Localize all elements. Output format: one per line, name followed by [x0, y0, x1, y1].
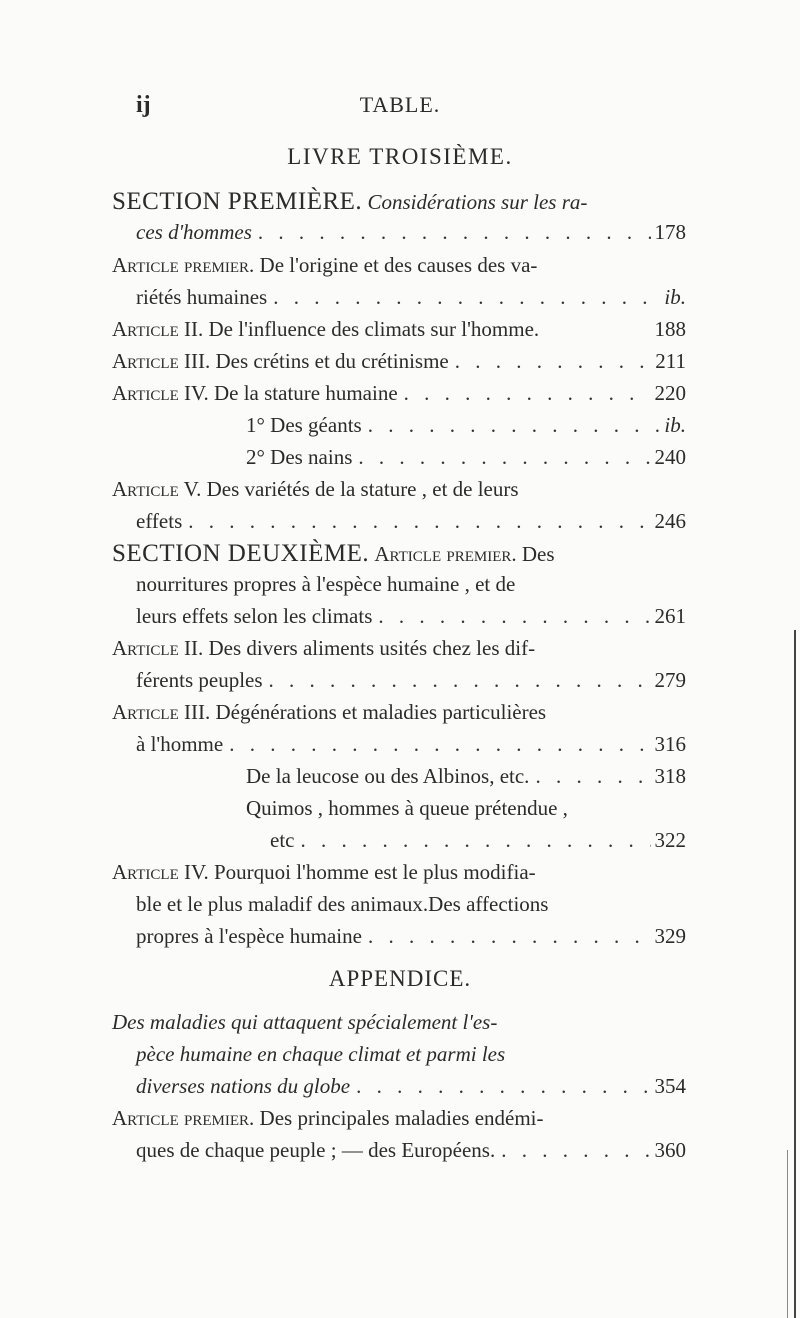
article-label: Article IV. — [112, 860, 209, 884]
article-label: Article II. — [112, 317, 204, 341]
entry-text-line2: nourritures propres à l'espèce humaine , et de — [136, 572, 516, 596]
entry-text-line1: Dégénérations et maladies particulières — [215, 700, 547, 724]
page-number: 329 — [654, 924, 686, 948]
book-title: LIVRE TROISIÈME. — [287, 144, 513, 169]
leader-dots — [535, 764, 650, 789]
leader-dots — [378, 604, 650, 629]
entry-text-line1: Des divers aliments usités chez les dif- — [208, 636, 536, 660]
entry-text: De l'influence des climats sur l'homme. — [208, 317, 540, 341]
page-number: 240 — [654, 445, 686, 469]
entry-text-line2: ble et le plus maladif des animaux.Des affections — [136, 892, 549, 916]
page-number: 322 — [654, 828, 686, 852]
leader-dots — [368, 413, 661, 438]
entry-text: Des crétins et du crétinisme — [215, 349, 449, 373]
entry-text-line2: pèce humaine en chaque climat et parmi les — [136, 1042, 506, 1066]
article-label: Article II. — [112, 636, 204, 660]
entry-text-line2: etc — [270, 828, 295, 852]
entry-text-line1: De l'origine et des causes des va- — [259, 253, 538, 277]
entry-text-line2: effets — [136, 509, 183, 533]
leader-dots — [501, 1138, 650, 1163]
leader-dots — [404, 381, 651, 406]
entry-text-line1: Des — [521, 542, 555, 566]
entry-text: De la stature humaine — [213, 381, 398, 405]
entry-text-line1: Pourquoi l'homme est le plus modifia- — [213, 860, 536, 884]
page-number: 246 — [654, 509, 686, 533]
page-number: 220 — [654, 381, 686, 405]
section-1-heading: SECTION PREMIÈRE. — [112, 188, 363, 215]
leader-dots — [455, 349, 652, 374]
entry-text-line3: propres à l'espèce humaine — [136, 924, 362, 948]
article-label: Article III. — [112, 700, 211, 724]
article-label: Article premier. — [112, 1106, 255, 1130]
entry-text-line2: ques de chaque peuple ; — des Européens. — [136, 1138, 496, 1162]
leader-dots — [258, 220, 651, 245]
section-2-heading: SECTION DEUXIÈME. — [112, 540, 370, 567]
article-label: Article premier. — [374, 542, 517, 566]
entry-text-line3: diverses nations du globe — [136, 1074, 351, 1098]
entry-text-line1: Des maladies qui attaquent spécialement l'es- — [112, 1010, 498, 1034]
entry-text: 1° Des géants — [246, 413, 362, 437]
entry-text-line2: riétés humaines — [136, 285, 268, 309]
entry-text: De la leucose ou des Albinos, etc. — [246, 764, 530, 788]
page-number: 316 — [654, 732, 686, 756]
appendix-title: APPENDICE. — [328, 966, 472, 991]
entry-text-line3: leurs effets selon les climats — [136, 604, 373, 628]
entry-text-line2: férents peuples — [136, 668, 263, 692]
article-label: Article IV. — [112, 381, 209, 405]
leader-dots — [273, 285, 660, 310]
leader-dots — [269, 668, 651, 693]
leader-dots — [188, 509, 650, 534]
page-header — [0, 92, 800, 122]
entry-text-line1: Des variétés de la stature , et de leurs — [206, 477, 519, 501]
leader-dots — [368, 924, 651, 949]
running-title: TABLE. — [359, 92, 441, 117]
page-number: ib. — [664, 285, 686, 309]
page-number: 178 — [654, 220, 686, 244]
page-number: 211 — [655, 349, 686, 373]
leader-dots — [356, 1074, 650, 1099]
entry-text: 2° Des nains — [246, 445, 353, 469]
page-number: 360 — [654, 1138, 686, 1162]
section-1-title-line2: ces d'hommes — [136, 220, 252, 244]
section-1-title-line1: Considérations sur les ra- — [367, 190, 588, 214]
leader-dots — [358, 445, 650, 470]
folio: ij — [136, 92, 151, 118]
page-number: 318 — [654, 764, 686, 788]
page-edge-line — [787, 1150, 788, 1318]
article-label: Article III. — [112, 349, 211, 373]
article-label: Article V. — [112, 477, 202, 501]
page-number: 354 — [654, 1074, 686, 1098]
leader-dots — [300, 828, 650, 853]
page-number: ib. — [664, 413, 686, 437]
page-number: 188 — [654, 317, 686, 341]
entry-text-line2: à l'homme — [136, 732, 224, 756]
page-number: 261 — [654, 604, 686, 628]
page-number: 279 — [654, 668, 686, 692]
article-label: Article premier. — [112, 253, 255, 277]
page-edge-line — [794, 630, 796, 1318]
leader-dots — [229, 732, 650, 757]
entry-text-line1: Quimos , hommes à queue prétendue , — [246, 796, 568, 820]
entry-text-line1: Des principales maladies endémi- — [259, 1106, 544, 1130]
